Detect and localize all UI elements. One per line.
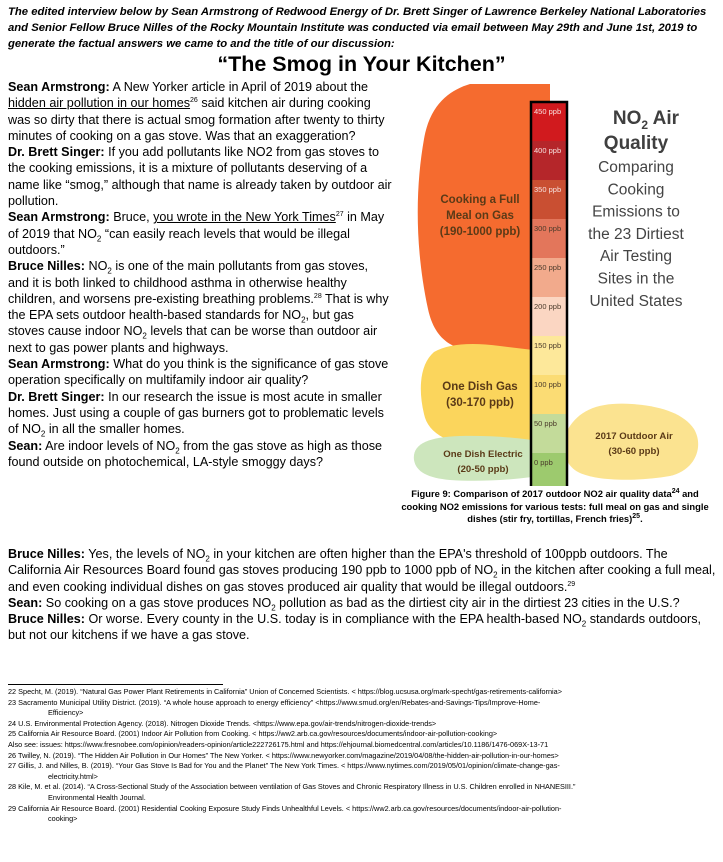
heading-air: Air: [648, 108, 680, 129]
subheading-line: the 23 Dirtiest: [588, 225, 684, 243]
footnotes: [8, 687, 718, 825]
speaker-name: Sean Armstrong:: [8, 210, 110, 225]
electric-label-line: (20-50 ppb): [457, 464, 509, 475]
footnote-ref: 29: [567, 580, 576, 588]
dialogue-text: pollution as bad as the dirtiest city air in the dirtiest 23 cities in the U.S.?: [275, 595, 680, 610]
subheading-line: Sites in the: [597, 270, 675, 288]
dialogue-paragraph: [8, 79, 392, 144]
heading-sub: 2: [641, 118, 649, 132]
interview-full-width: [8, 546, 716, 644]
figure-heading: [613, 108, 680, 132]
gas-label-line: (30-170 ppb): [446, 397, 514, 409]
outdoor-label-line: 2017 Outdoor Air: [595, 431, 673, 442]
speaker-name: Bruce Nilles:: [8, 612, 85, 627]
speaker-name: Sean:: [8, 438, 43, 453]
dialogue-text: Yes, the levels of NO: [85, 547, 206, 561]
dialogue-paragraph: [8, 258, 392, 356]
scale-tick-label: 450 ppb: [534, 107, 562, 116]
ppb-scale: [531, 102, 567, 486]
dialogue-paragraph: [8, 546, 716, 595]
dialogue-text: in all the smaller homes.: [45, 422, 185, 437]
full-meal-label: [440, 194, 521, 238]
scale-tick-label: 200 ppb: [534, 302, 562, 311]
footnote: 29 California Air Resource Board. (2001) Residential Cooking Exposure Study Finds Unhealthful Levels. < https://ww2.arb.ca.gov/resources/documents/indoor-air-pollution-: [8, 803, 562, 813]
subscript: 2: [493, 570, 498, 580]
footnote-continuation: Environmental Health Journal.: [48, 792, 146, 802]
no2-infographic: [400, 84, 708, 486]
subscript: 2: [142, 331, 147, 341]
dialogue-text: A New Yorker article in April of 2019 about the: [109, 80, 369, 94]
dialogue-text: “can easily reach levels that would be illegal outdoors.”: [8, 226, 350, 257]
intro-paragraph: The edited interview below by Sean Armstrong of Redwood Energy of Dr. Brett Singer of Lawrence Berkeley National Laboratories and Senior Fellow Bruce Nilles of the Rocky Mountain Institute was conducted via email between May 29th and June 1st, 2019 to generate the factual answers we came to and the title of our discussion:: [8, 6, 707, 51]
footnote-continuation: electricity.html>: [48, 771, 98, 781]
scale-tick-label: 250 ppb: [534, 263, 562, 272]
dialogue-text: from the gas stove as high as those found outside on photochemical, LA-style smoggy days?: [8, 438, 383, 469]
subscript: 2: [40, 429, 46, 439]
dialogue-paragraph: [8, 144, 392, 209]
footnote: 24 U.S. Environmental Protection Agency. (2018). Nitrogen Dioxide Trends. <https://www.epa.gov/air-trends/nitrogen-dioxide-trends>: [8, 718, 437, 728]
dialogue-text: What do you think is the significance of gas stove operation specifically on multifamily indoor air quality?: [8, 357, 389, 388]
footnote-ref: 25: [632, 513, 641, 521]
dialogue-text: Or worse. Every county in the U.S. today is in compliance with the EPA health-based NO: [85, 612, 582, 627]
heading-no: NO: [612, 108, 642, 129]
footnote-ref: 27: [335, 211, 344, 219]
subheading-line: Air Testing: [599, 248, 673, 266]
dialogue-text: So cooking on a gas stove produces NO: [42, 595, 272, 610]
dialogue-text: Are indoor levels of NO: [42, 438, 176, 453]
footnote: Also see: issues: https://www.fresnobee.com/opinion/readers-opinion/article222726175.html and https://ehjournal.biomedcentral.com/articles/10.1186/1476-069X-13-71: [8, 739, 549, 749]
subheading-line: Emissions to: [592, 203, 680, 221]
subscript: 2: [96, 234, 102, 244]
subheading-line: United States: [589, 292, 683, 310]
dialogue-paragraph: [8, 595, 716, 611]
dialogue-text: NO: [85, 259, 108, 274]
scale-tick-label: 50 ppb: [534, 419, 557, 428]
footnote-ref: 28: [313, 292, 322, 300]
subscript: 2: [581, 619, 587, 629]
figure-subheading: [588, 159, 684, 310]
article-link[interactable]: hidden air pollution in our homes: [8, 96, 191, 111]
scale-tick-label: 100 ppb: [534, 380, 562, 389]
subheading-line: Cooking: [607, 181, 665, 199]
outdoor-label-line: (30-60 ppb): [608, 446, 660, 457]
footnote: 25 California Air Resource Board. (2001) Indoor Air Pollution from Cooking. < https://ww2.arb.ca.gov/resources/documents/indoor-air-pollution-cooking>: [8, 729, 498, 739]
full-meal-label-line: Meal on Gas: [446, 210, 514, 222]
subscript: 2: [107, 266, 112, 276]
subscript: 2: [205, 554, 210, 564]
footnote-ref: 24: [671, 487, 680, 495]
dialogue-text: is one of the main pollutants from gas stoves, and it is both linked to childhood asthma in otherwise healthy children, and worsens pre-existing breathing problems.: [8, 259, 369, 306]
subscript: 2: [271, 603, 276, 613]
no2-figure: [400, 84, 708, 486]
dialogue-text: in May of 2019 that NO: [8, 210, 385, 241]
dialogue-text: , but gas stoves cause indoor NO: [8, 308, 354, 339]
dialogue-text: In our research the issue is most acute in smaller homes. Just using a couple of gas burners got to problematic levels of NO: [8, 389, 384, 437]
subscript: 2: [301, 315, 306, 325]
dialogue-paragraph: [8, 209, 392, 258]
footnote: 26 Twilley, N. (2019). “The Hidden Air Pollution in Our Homes” The New Yorker. < https://www.newyorker.com/magazine/2019/04/08/the-hidden-air-pollution-in-our-homes>: [8, 750, 559, 760]
dialogue-paragraph: [8, 356, 392, 389]
figure-caption: [396, 488, 714, 526]
dialogue-text: That is why the EPA sets outdoor health-based standards for NO: [8, 291, 389, 323]
speaker-name: Bruce Nilles:: [8, 259, 85, 274]
footnote: 22 Specht, M. (2019). “Natural Gas Power Plant Retirements in California” Union of Concerned Scientists. < https://blog.ucsusa.org/mark-specht/gas-retirements-california>: [8, 687, 563, 696]
speaker-name: Sean Armstrong:: [8, 357, 110, 372]
footnote: 27 Gillis, J. and Nilles, B. (2019). “Your Gas Stove Is Bad for You and the Planet” The New York Times. < https://www.nytimes.com/2019/05/01/opinion/climate-change-gas-: [8, 761, 560, 771]
scale-tick-label: 400 ppb: [534, 146, 562, 155]
speaker-name: Bruce Nilles:: [8, 547, 85, 561]
page-title: “The Smog in Your Kitchen”: [217, 52, 506, 76]
dialogue-paragraph: [8, 611, 716, 644]
dialogue-text: Bruce,: [109, 210, 154, 225]
dialogue-text: in the kitchen after cooking a full meal, and even cooking individual dishes on gas stoves produced air quality that would be illegal outdoors.: [8, 563, 716, 594]
electric-label-line: One Dish Electric: [443, 449, 523, 460]
dialogue-paragraph: [8, 389, 392, 438]
dialogue-text: standards outdoors, but not our kitchens if we have a gas stove.: [8, 612, 702, 643]
subheading-line: Comparing: [598, 159, 674, 176]
dialogue-text: levels that can be worse than outdoor air next to gas power plants and highways.: [8, 324, 378, 355]
dialogue-text: If you add pollutants like NO2 from gas stoves to the cooking emissions, it is a mixture of pollutants deserving of a name like “smog,” although that name is already taken by outdoor air pollution.: [8, 145, 392, 209]
speaker-name: Dr. Brett Singer:: [8, 389, 105, 404]
dialogue-paragraph: [8, 438, 392, 471]
interview-column: [8, 79, 392, 470]
dialogue-text: in your kitchen are often higher than the EPA's threshold of 100ppb outdoors. The California Air Resources Board found gas stoves producing 190 ppb to 1000 ppb of NO: [8, 547, 668, 578]
scale-tick-label: 0 ppb: [534, 458, 553, 467]
speaker-name: Sean:: [8, 595, 43, 610]
footnote-ref: 26: [190, 97, 198, 105]
footnote: 23 Sacramento Municipal Utility District. (2019). “A whole house approach to energy efficiency” <https://www.smud.org/en/Rebates-and-Savings-Tips/Improve-Home-: [8, 697, 541, 707]
full-meal-label-line: (190-1000 ppb): [439, 226, 521, 238]
footnote-continuation: Efficiency>: [48, 708, 84, 718]
figure-heading-quality: Quality: [603, 133, 669, 154]
caption-text: and cooking NO2 emissions for various tests: full meal on gas and single dishes (stir fry, tortillas, French fries): [401, 488, 709, 525]
scale-tick-label: 150 ppb: [534, 341, 562, 350]
dialogue-text: said kitchen air during cooking was so dirty that there is actual smog formation after twenty to thirty minutes of cooking on a gas stove. Was that an exaggeration?: [8, 96, 385, 143]
gas-label-line: One Dish Gas: [442, 381, 518, 393]
footnote-continuation: cooking>: [48, 814, 78, 824]
caption-text: Figure 9: Comparison of 2017 outdoor NO2 air quality data: [411, 488, 672, 499]
speaker-name: Dr. Brett Singer:: [8, 145, 105, 160]
nyt-link[interactable]: you wrote in the New York Times: [153, 210, 336, 225]
footnote-divider: [8, 684, 223, 685]
caption-text: .: [640, 513, 643, 525]
full-meal-label-line: Cooking a Full: [440, 194, 520, 206]
subscript: 2: [175, 446, 180, 456]
footnote: 28 Kile, M. et al. (2014). “A Cross-Sectional Study of the Association between ventilation of Gas Stoves and Chronic Respiratory Illness in U.S. Children enrolled in NHANESIII.”: [8, 782, 576, 792]
speaker-name: Sean Armstrong:: [8, 80, 110, 94]
scale-tick-label: 350 ppb: [534, 185, 562, 194]
scale-tick-label: 300 ppb: [534, 224, 562, 233]
